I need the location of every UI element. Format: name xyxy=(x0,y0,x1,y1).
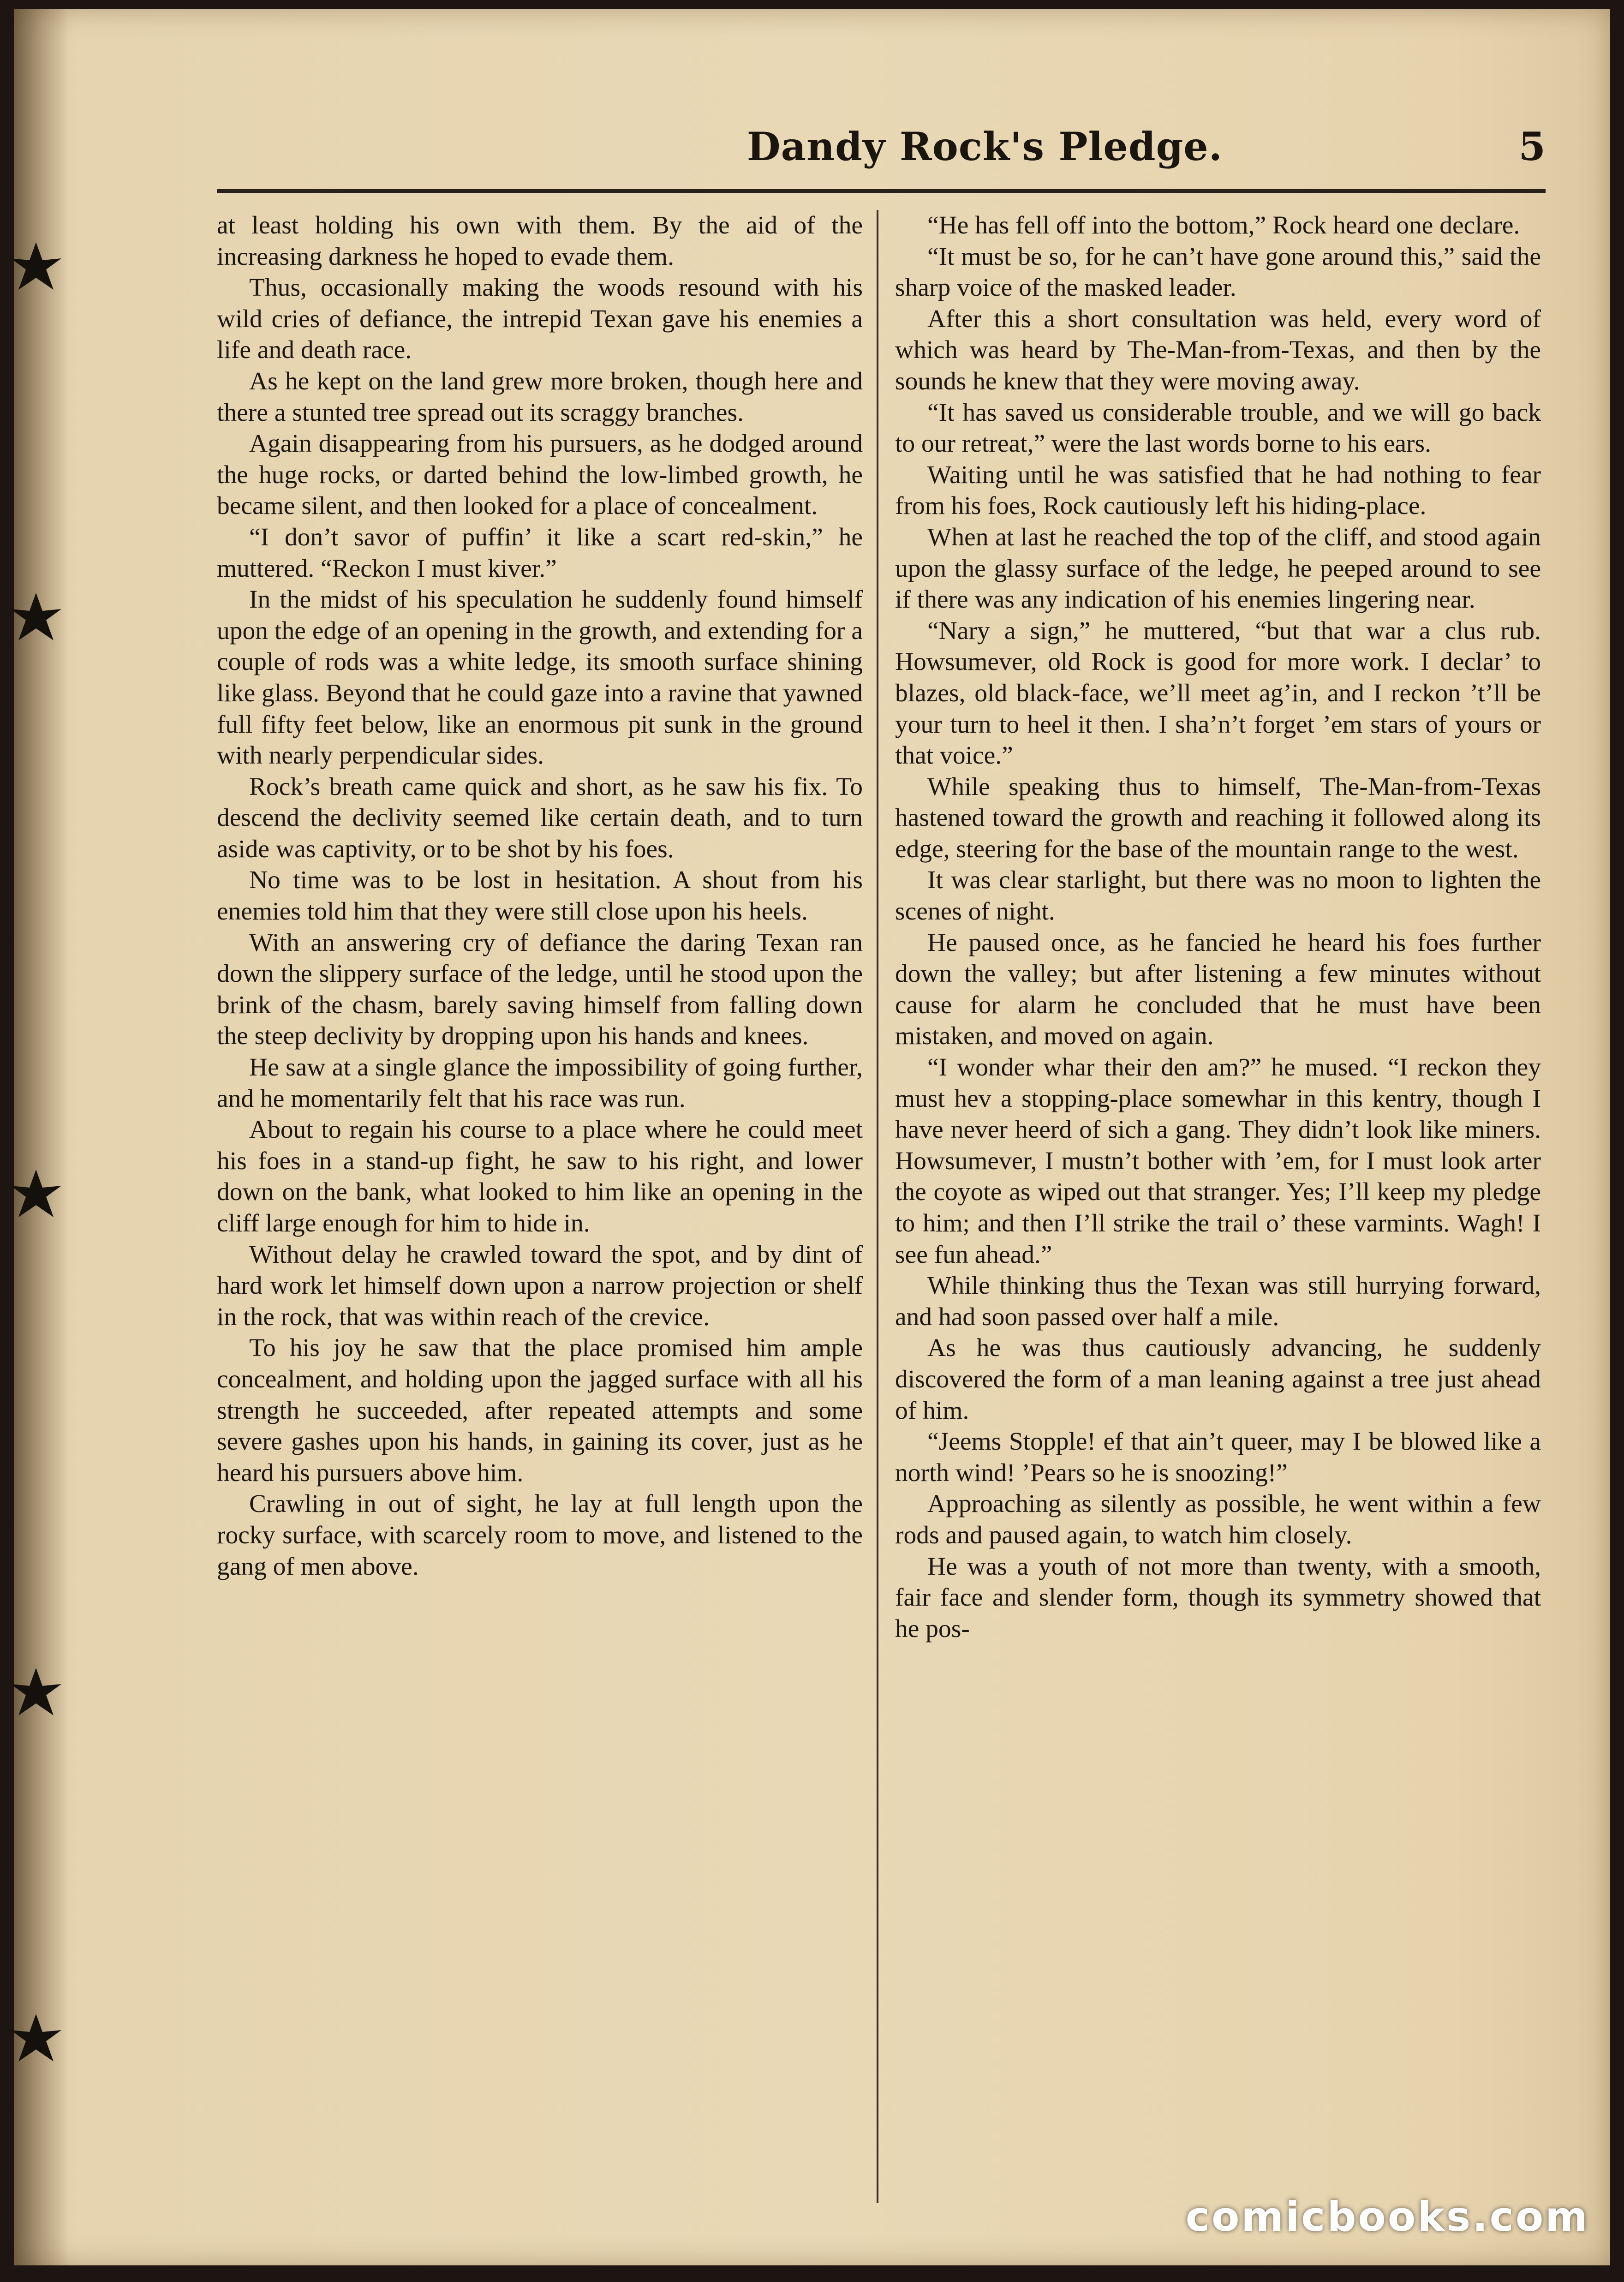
page-number: 5 xyxy=(1518,124,1546,169)
paragraph: In the midst of his speculation he suddenly found himself upon the edge of an opening in the growth, and extending for a couple of rods was a white ledge, its smooth surface shining like glass. Beyond that he could gaze into a ravine that yawned full fifty feet below, like an enormous pit sunk in the ground with nearly perpendicular sides. xyxy=(217,585,863,770)
spine-shadow xyxy=(14,9,69,2265)
watermark-logo: comicbooks.com xyxy=(1185,2193,1589,2240)
paragraph: To his joy he saw that the place promised him ample concealment, and holding upon the jagged surface with all his strength he succeeded, after repeated attempts and some severe gashes upon his hands, in gaining its cover, just as he heard his pursuers above him. xyxy=(217,1334,863,1487)
paragraph: As he was thus cautiously advancing, he suddenly discovered the form of a man leaning against a tree just ahead of him. xyxy=(895,1334,1541,1425)
binding-hole-1 xyxy=(8,240,64,295)
paragraph: With an answering cry of defiance the daring Texan ran down the slippery surface of the ledge, until he stood upon the brink of the chasm, barely saving himself from falling down the steep declivity by dropping upon his hands and knees. xyxy=(217,928,863,1051)
paragraph: “I wonder whar their den am?” he mused. “I reckon they must hev a stopping-place somewhar in this kentry, though I have never heerd of sich a gang. They didn’t look like miners. Howsumever, I mustn’t bother with ’em, for I must look arter the coyote as wiped out that stranger. Yes; I’ll keep my pledge to him; and then I’ll strike the trail o’ these varmints. Wagh! I see fun ahead.” xyxy=(895,1053,1541,1269)
paragraph: He paused once, as he fancied he heard his foes further down the valley; but after listening a few minutes without cause for alarm he concluded that he must have been mistaken, and moved on again. xyxy=(895,928,1541,1051)
paragraph: No time was to be lost in hesitation. A shout from his enemies told him that they were still close upon his heels. xyxy=(217,866,863,926)
paragraph: at least holding his own with them. By the aid of the increasing darkness he hoped to evade them. xyxy=(217,211,863,271)
paragraph: “He has fell off into the bottom,” Rock heard one declare. xyxy=(927,211,1520,239)
paragraph: “Jeems Stopple! ef that ain’t queer, may I be blowed like a north wind! ’Pears so he is snoozing!” xyxy=(895,1428,1541,1487)
paragraph: Thus, occasionally making the woods resound with his wild cries of defiance, the intrepid Texan gave his enemies a life and death race. xyxy=(217,274,863,364)
paragraph: Waiting until he was satisfied that he had nothing to fear from his foes, Rock cautiously left his hiding-place. xyxy=(895,460,1541,520)
paragraph: After this a short consultation was held, every word of which was heard by The-Man-from-Texas, and then by the sounds he knew that they were moving away. xyxy=(895,305,1541,395)
paragraph: “I don’t savor of puffin’ it like a scart red-skin,” he muttered. “Reckon I must kiver.” xyxy=(217,523,863,583)
paragraph: “Nary a sign,” he muttered, “but that war a clus rub. Howsumever, old Rock is good for more work. I declar’ to blazes, old black-face, we’ll meet ag’in, and I reckon ’t’ll be your turn to heel it then. I sha’n’t forget ’em stars of yours or that voice.” xyxy=(895,616,1541,770)
paragraph: Crawling in out of sight, he lay at full length upon the rocky surface, with scarcely room to move, and listened to the gang of men above. xyxy=(217,1490,863,1581)
binding-hole-4 xyxy=(8,1666,64,1721)
binding-hole-5 xyxy=(8,2012,64,2067)
page-header xyxy=(217,124,1546,184)
binding-hole-3 xyxy=(8,1167,64,1223)
running-title: Dandy Rock's Pledge. xyxy=(746,124,1223,169)
binding-hole-2 xyxy=(8,591,64,646)
paragraph: While thinking thus the Texan was still hurrying forward, and had soon passed over half a mile. xyxy=(895,1272,1541,1331)
paragraph: “It has saved us considerable trouble, and we will go back to our retreat,” were the last words borne to his ears. xyxy=(895,398,1541,458)
left-column xyxy=(217,210,863,1582)
paragraph: As he kept on the land grew more broken, though here and there a stunted tree spread out its scraggy branches. xyxy=(217,367,863,427)
paragraph: Approaching as silently as possible, he went within a few rods and paused again, to watch him closely. xyxy=(895,1490,1541,1549)
paragraph: “It must be so, for he can’t have gone around this,” said the sharp voice of the masked leader. xyxy=(895,242,1541,302)
paragraph: Without delay he crawled toward the spot, and by dint of hard work let himself down upon a narrow projection or shelf in the rock, that was within reach of the crevice. xyxy=(217,1240,863,1331)
paragraph: He was a youth of not more than twenty, with a smooth, fair face and slender form, though its symmetry showed that he pos- xyxy=(895,1552,1541,1643)
paragraph: It was clear starlight, but there was no moon to lighten the scenes of night. xyxy=(895,866,1541,926)
right-column xyxy=(895,210,1541,1644)
paragraph: Rock’s breath came quick and short, as he saw his fix. To descend the declivity seemed like certain death, and to turn aside was captivity, or to be shot by his foes. xyxy=(217,772,863,863)
header-rule xyxy=(217,189,1546,193)
paragraph: While speaking thus to himself, The-Man-from-Texas hastened toward the growth and reaching it followed along its edge, steering for the base of the mountain range to the west. xyxy=(895,772,1541,863)
column-divider xyxy=(877,210,878,2203)
paragraph: He saw at a single glance the impossibility of going further, and he momentarily felt that his race was run. xyxy=(217,1053,863,1113)
paragraph: About to regain his course to a place where he could meet his foes in a stand-up fight, he saw to his right, and lower down on the bank, what looked to him like an opening in the cliff large enough for him to hide in. xyxy=(217,1116,863,1237)
paragraph: When at last he reached the top of the cliff, and stood again upon the glassy surface of the ledge, he peeped around to see if there was any indication of his enemies lingering near. xyxy=(895,523,1541,614)
paragraph: Again disappearing from his pursuers, as he dodged around the huge rocks, or darted behind the low-limbed growth, he became silent, and then looked for a place of concealment. xyxy=(217,430,863,520)
